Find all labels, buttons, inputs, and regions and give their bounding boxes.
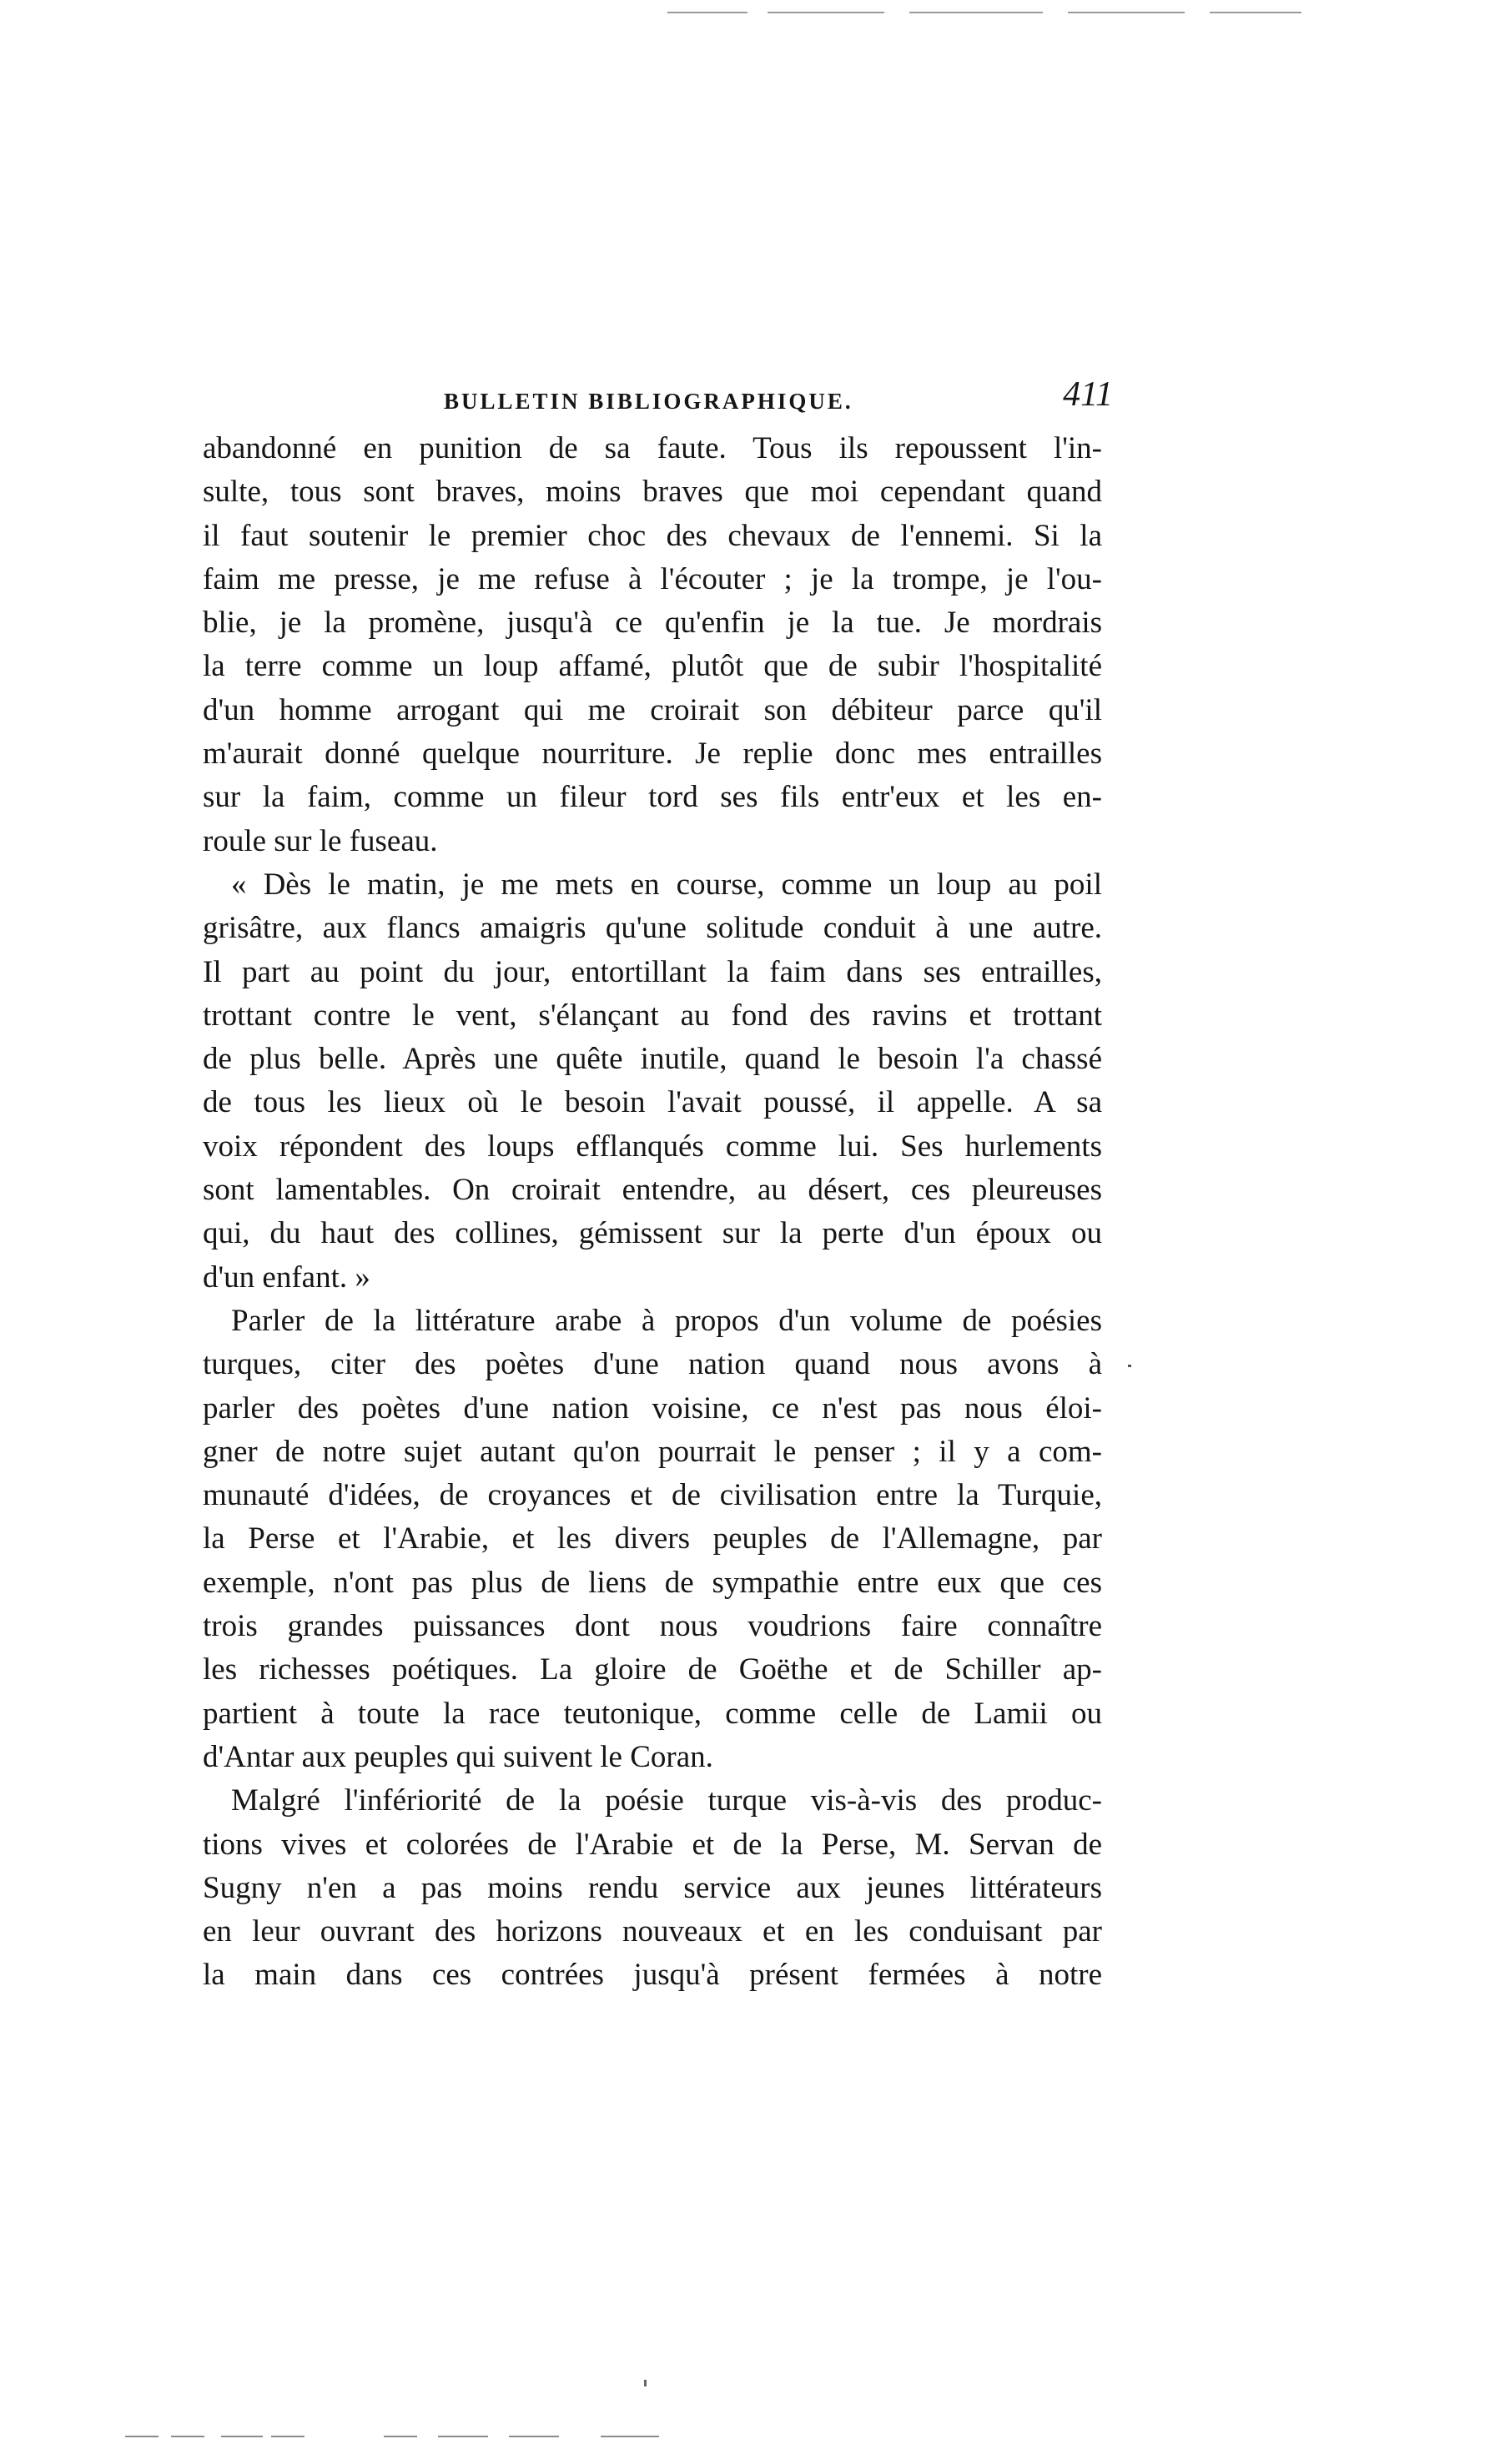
scan-edge-rule [509, 2436, 559, 2437]
paragraph-quote-continuation [203, 427, 1102, 863]
text-line: la Perse et l'Arabie, et les divers peuples de l'Allemagne, par [203, 1521, 1102, 1556]
running-title: BULLETIN BIBLIOGRAPHIQUE. [444, 389, 853, 414]
text-line: les richesses poétiques. La gloire de Goëthe et de Schiller ap- [203, 1652, 1102, 1687]
page-number: 411 [1063, 375, 1113, 414]
text-line: gner de notre sujet autant qu'on pourrait le penser ; il y a com- [203, 1434, 1102, 1469]
scan-edge-rule [667, 12, 747, 13]
text-line: d'Antar aux peuples qui suivent le Coran. [203, 1739, 713, 1774]
text-line: m'aurait donné quelque nourriture. Je replie donc mes entrailles [203, 737, 1102, 772]
scan-edge-rule [125, 2436, 159, 2437]
text-line: en leur ouvrant des horizons nouveaux et en les conduisant par [203, 1914, 1102, 1949]
text-line: la main dans ces contrées jusqu'à présent fermées à notre [203, 1958, 1102, 1993]
text-line: sulte, tous sont braves, moins braves que moi cependant quand [203, 475, 1102, 510]
text-line: de plus belle. Après une quête inutile, quand le besoin l'a chassé [203, 1042, 1102, 1077]
text-line: roule sur le fuseau. [203, 823, 438, 858]
text-line: trois grandes puissances dont nous voudrions faire connaître [203, 1609, 1102, 1644]
text-line: grisâtre, aux flancs amaigris qu'une solitude conduit à une autre. [203, 911, 1102, 946]
text-line: tions vives et colorées de l'Arabie et de la Perse, M. Servan de [203, 1827, 1102, 1862]
text-line: munauté d'idées, de croyances et de civilisation entre la Turquie, [203, 1478, 1102, 1513]
text-line: blie, je la promène, jusqu'à ce qu'enfin je la tue. Je mordrais [203, 606, 1102, 641]
scan-edge-rule [1068, 12, 1185, 13]
paragraph-arab-literature [203, 1300, 1102, 1779]
text-line: il faut soutenir le premier choc des chevaux de l'ennemi. Si la [203, 518, 1102, 553]
text-line: voix répondent des loups efflanqués comme lui. Ses hurlements [203, 1129, 1102, 1164]
text-line: turques, citer des poètes d'une nation quand nous avons à [203, 1347, 1102, 1382]
paragraph-quote-wolf [203, 863, 1102, 1300]
text-line: qui, du haut des collines, gémissent sur la perte d'un époux ou [203, 1216, 1102, 1251]
text-line: Sugny n'en a pas moins rendu service aux jeunes littérateurs [203, 1870, 1102, 1905]
text-line: « Dès le matin, je me mets en course, comme un loup au poil [231, 867, 1102, 902]
scan-edge-rule [601, 2436, 659, 2437]
scan-edge-rule [768, 12, 884, 13]
text-line: sur la faim, comme un fileur tord ses fils entr'eux et les en- [203, 780, 1102, 815]
text-line: exemple, n'ont pas plus de liens de sympathie entre eux que ces [203, 1565, 1102, 1600]
text-line: la terre comme un loup affamé, plutôt que de subir l'hospitalité [203, 649, 1102, 684]
scan-edge-rule [1210, 12, 1301, 13]
page-header [444, 375, 1113, 430]
text-line: faim me presse, je me refuse à l'écouter ; je la trompe, je l'ou- [203, 561, 1102, 596]
text-line: parler des poètes d'une nation voisine, ce n'est pas nous éloi- [203, 1390, 1102, 1426]
scan-edge-rule [221, 2436, 263, 2437]
text-line: partient à toute la race teutonique, comme celle de Lamii ou [203, 1696, 1102, 1731]
scan-edge-rule [909, 12, 1043, 13]
margin-speck [1128, 1365, 1131, 1367]
scan-edge-rule [438, 2436, 488, 2437]
text-line: abandonné en punition de sa faute. Tous ils repoussent l'in- [203, 431, 1102, 465]
text-line: Il part au point du jour, entortillant la faim dans ses entrailles, [203, 954, 1102, 989]
body-text [203, 427, 1102, 1998]
text-line: Malgré l'infériorité de la poésie turque vis-à-vis des produc- [231, 1783, 1102, 1818]
text-line: d'un enfant. » [203, 1260, 370, 1295]
scan-edge-rule [271, 2436, 305, 2437]
text-line: Parler de la littérature arabe à propos d'un volume de poésies [231, 1303, 1102, 1338]
text-line: trottant contre le vent, s'élançant au fond des ravins et trottant [203, 998, 1102, 1033]
scan-edge-rule [384, 2436, 417, 2437]
paragraph-turkish-poetry [203, 1779, 1102, 1997]
text-line: de tous les lieux où le besoin l'avait poussé, il appelle. A sa [203, 1085, 1102, 1120]
text-line: d'un homme arrogant qui me croirait son débiteur parce qu'il [203, 692, 1102, 727]
page-tick-mark [644, 2380, 647, 2386]
text-line: sont lamentables. On croirait entendre, au désert, ces pleureuses [203, 1173, 1102, 1208]
scan-edge-rule [171, 2436, 204, 2437]
